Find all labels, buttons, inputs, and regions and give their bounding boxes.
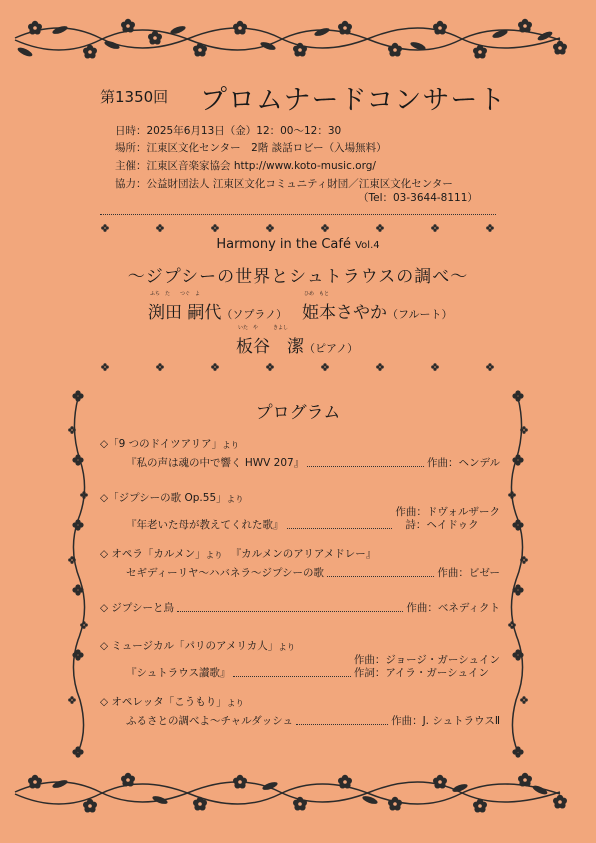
clover-separator-top <box>101 224 494 232</box>
performer-name: 板谷 潔 <box>236 337 304 357</box>
program-item-title: ◇ ジプシーと鳥 <box>100 602 174 614</box>
right-side-vine <box>508 390 528 757</box>
info-tel: （Tel：03-3644-8111） <box>358 192 478 204</box>
info-cooperation: 協力：公益財団法人 江東区文化コミュニティ財団／江東区文化センター <box>115 178 453 190</box>
left-side-vine <box>68 390 88 757</box>
program-item-work: 『シュトラウス讃歌』 <box>126 667 231 679</box>
subtitle-japanese: ～ジプシーの世界とシュトラウスの調べ～ <box>127 267 469 287</box>
performer-name: 姫本さやか <box>302 303 387 323</box>
program-item-title: ◇ オペラ「カルメン」 <box>100 548 206 560</box>
concert-number: 第1350回 <box>100 88 169 106</box>
program-item-title: ◇「ジプシーの歌 Op.55」 <box>100 492 227 504</box>
program-item-credit: 作曲：ドヴォルザーク <box>395 506 500 518</box>
info-datetime: 日時：2025年6月13日（金）12：00～12：30 <box>115 125 342 137</box>
performer-ruby: ひめ もと <box>304 291 330 297</box>
performer-ruby: いた や きよし <box>238 325 289 331</box>
program-item-credit: 作曲：ヘンデル <box>427 457 500 469</box>
performer-piano <box>236 325 359 357</box>
program-item-suffix: より <box>205 551 223 561</box>
program-item-credit: 作曲：ベネディクト <box>406 602 500 614</box>
program-item-extra: 『カルメンのアリアメドレー』 <box>230 548 377 560</box>
program-item <box>100 490 500 532</box>
performer-role: （ピアノ） <box>304 342 359 355</box>
divider-dotted <box>100 214 496 215</box>
program-item-credit: 作詞：アイラ・ガーシュイン <box>353 667 489 679</box>
program-heading: プログラム <box>255 403 341 423</box>
program-item <box>100 600 500 615</box>
program-item <box>100 638 500 680</box>
concert-title: プロムナードコンサート <box>200 85 507 116</box>
program-item-credit: 作曲：ビゼー <box>437 567 500 579</box>
program-item-credit: 詩：ヘイドゥク <box>405 519 479 531</box>
program-item-title: ◇ オペレッタ「こうもり」 <box>100 696 227 708</box>
program-item-suffix: より <box>226 495 244 505</box>
program-item-work: ふるさとの調べよ～チャルダッシュ <box>126 715 294 727</box>
program-item-suffix: より <box>278 643 296 653</box>
performer-role: （フルート） <box>387 308 453 321</box>
program-item-work: 『年老いた母が教えてくれた歌』 <box>126 519 284 531</box>
program-item-work: セギディーリヤ～ハバネラ～ジプシーの歌 <box>126 567 325 579</box>
performer-role: （ソプラノ） <box>221 308 288 321</box>
performer-soprano <box>148 291 288 323</box>
subtitle-vol: Vol.4 <box>355 240 380 251</box>
performer-flute <box>302 291 453 323</box>
program-item-suffix: より <box>226 699 244 709</box>
performer-name: 渕田 嗣代 <box>148 303 222 323</box>
subtitle-english-text: Harmony in the Café <box>216 237 351 252</box>
program-item-work: 『私の声は魂の中で響く HWV 207』 <box>126 457 305 469</box>
program-item-credit: 作曲：ジョージ・ガーシュイン <box>353 654 500 666</box>
clover-separator-bottom <box>101 363 494 371</box>
subtitle-english <box>0 237 596 252</box>
program-item-title: ◇ ミュージカル「パリのアメリカ人」 <box>100 640 279 652</box>
info-venue: 場所：江東区文化センター 2階 談話ロビー（入場無料） <box>115 142 387 154</box>
bottom-floral-band <box>15 773 567 813</box>
performer-ruby: ふち た つぐ よ <box>150 291 201 297</box>
program-item-suffix: より <box>222 441 240 451</box>
program-item <box>100 546 500 580</box>
program-item-title: ◇「9 つのドイツアリア」 <box>100 438 223 450</box>
program-item-credit: 作曲：J. シュトラウスⅡ <box>391 715 500 727</box>
info-organizer: 主催：江東区音楽家協会 http://www.koto-music.org/ <box>115 160 376 172</box>
top-floral-band <box>15 19 567 59</box>
program-item <box>100 436 500 470</box>
program-item <box>100 694 500 728</box>
